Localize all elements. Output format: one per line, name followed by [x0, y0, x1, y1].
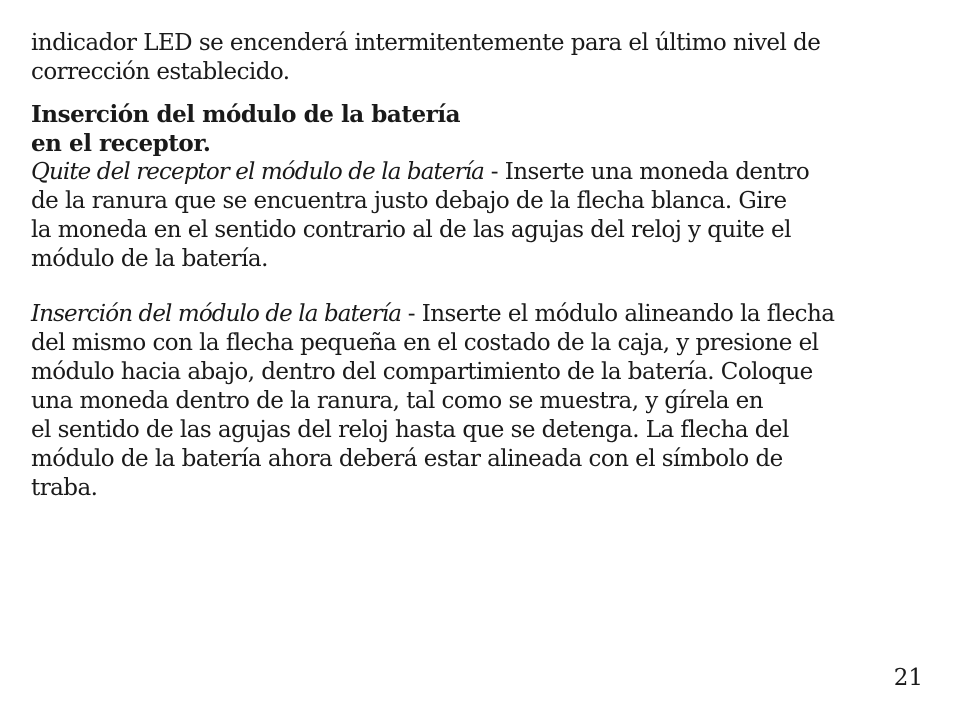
- insert-battery-paragraph: [31, 300, 931, 503]
- heading-line: en el receptor.: [31, 130, 211, 157]
- text-line: indicador LED se encenderá intermitentemente para el último nivel de: [31, 30, 821, 56]
- text-run: - Inserte una moneda dentro: [483, 159, 810, 185]
- text-line: el sentido de las agujas del reloj hasta que se detenga. La flecha del: [31, 417, 789, 443]
- text-line: [31, 158, 931, 187]
- intro-paragraph: [31, 29, 931, 87]
- heading-line: Inserción del módulo de la batería: [31, 101, 461, 128]
- manual-page: [31, 29, 931, 503]
- paragraph-lead-italic: Inserción del módulo de la batería: [31, 301, 402, 327]
- text-line: módulo de la batería.: [31, 246, 268, 272]
- text-line: módulo hacia abajo, dentro del compartimiento de la batería. Coloque: [31, 359, 813, 385]
- text-line: de la ranura que se encuentra justo debajo de la flecha blanca. Gire: [31, 188, 787, 214]
- text-line: la moneda en el sentido contrario al de las agujas del reloj y quite el: [31, 217, 791, 243]
- text-run: - Inserte el módulo alineando la flecha: [401, 301, 835, 327]
- text-line: [31, 300, 931, 329]
- text-line: del mismo con la flecha pequeña en el costado de la caja, y presione el: [31, 330, 819, 356]
- paragraph-lead-italic: Quite del receptor el módulo de la batería: [31, 159, 484, 185]
- text-line: módulo de la batería ahora deberá estar alineada con el símbolo de: [31, 446, 783, 472]
- remove-battery-paragraph: [31, 158, 931, 274]
- text-line: una moneda dentro de la ranura, tal como se muestra, y gírela en: [31, 388, 763, 414]
- text-line: traba.: [31, 475, 98, 501]
- text-line: corrección establecido.: [31, 59, 290, 85]
- section-heading: [31, 100, 931, 158]
- page-number: 21: [893, 665, 923, 691]
